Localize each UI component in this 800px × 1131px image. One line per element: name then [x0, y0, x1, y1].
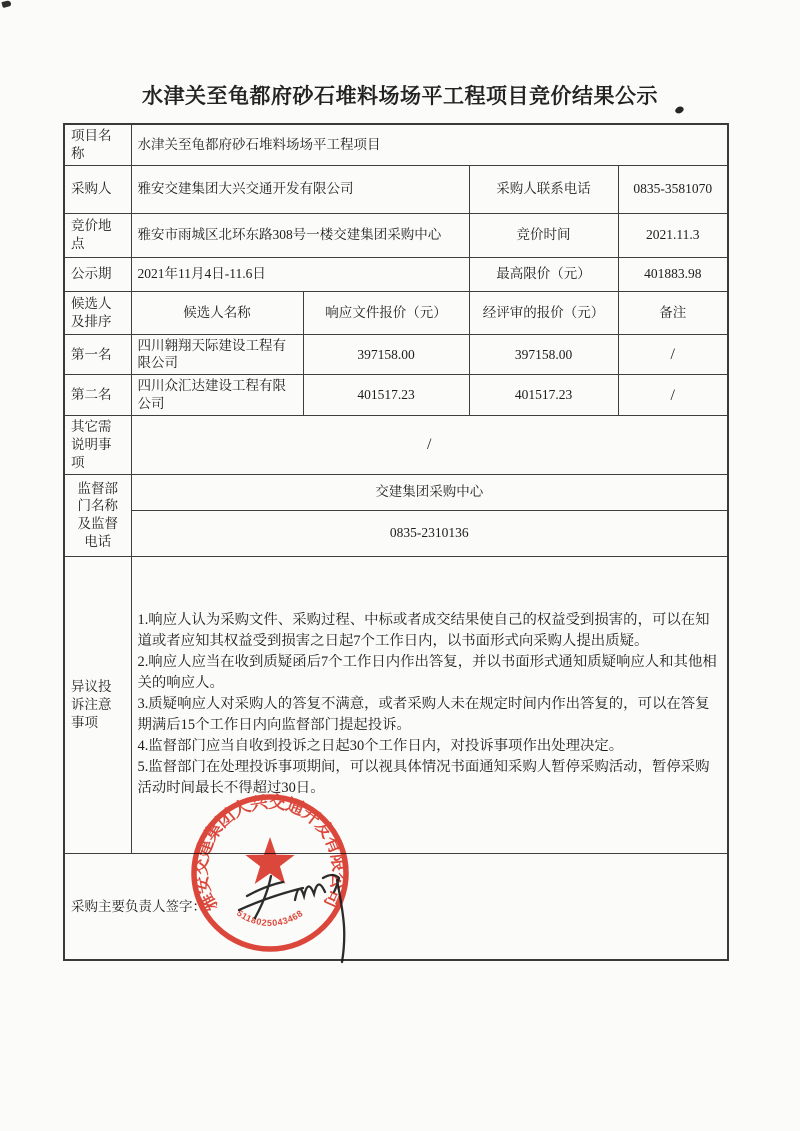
publicity-label: 公示期 [64, 257, 131, 291]
objection-item: 2.响应人应当在收到质疑函后7个工作日内作出答复，并以书面形式通知质疑响应人和其他相关的响应人。 [137, 654, 717, 692]
purchaser-label: 采购人 [64, 165, 131, 213]
note-header: 备注 [618, 291, 728, 334]
rank-header: 候选人及排序 [64, 291, 131, 334]
candidate-rank: 第二名 [64, 375, 131, 416]
candidate-note: / [618, 334, 728, 375]
bid-time-label: 竞价时间 [469, 213, 618, 257]
row-purchaser [64, 165, 728, 213]
candidate-rank: 第一名 [64, 334, 131, 375]
supervision-phone: 0835-2310136 [131, 510, 728, 556]
row-signature [64, 853, 728, 960]
candidate-review: 397158.00 [469, 334, 618, 375]
candidate-name: 四川众汇达建设工程有限公司 [131, 375, 303, 416]
objection-item: 3.质疑响应人对采购人的答复不满意，或者采购人未在规定时间内作出答复的，可以在答复期满后15个工作日内向监督部门提起投诉。 [137, 696, 710, 734]
row-venue [64, 213, 728, 257]
publicity-value: 2021年11月4日-11.6日 [131, 257, 469, 291]
scan-speck [1, 0, 11, 8]
supervision-department: 交建集团采购中心 [131, 474, 728, 510]
max-price-value: 401883.98 [618, 257, 728, 291]
signature-label: 采购主要负责人签字： [71, 898, 206, 914]
purchaser-value: 雅安交建集团大兴交通开发有限公司 [131, 165, 469, 213]
bid-header: 响应文件报价（元） [303, 291, 469, 334]
objection-item: 5.监督部门在处理投诉事项期间，可以视具体情况书面通知采购人暂停采购活动，暂停采购活动时间最长不得超过30日。 [137, 759, 710, 797]
row-other-notes [64, 416, 728, 474]
signature-cell [64, 853, 728, 960]
purchaser-phone-label: 采购人联系电话 [469, 165, 618, 213]
row-publicity [64, 257, 728, 291]
candidate-note: / [618, 375, 728, 416]
supervision-label: 监督部门名称及监督电话 [64, 474, 131, 556]
page-title: 水津关至龟都府砂石堆料场场平工程项目竞价结果公示 [142, 85, 658, 108]
row-candidate-headers [64, 291, 728, 334]
seal-company-text: 雅安交建集团大兴交通开发有限公司 [190, 791, 350, 915]
name-header: 候选人名称 [131, 291, 303, 334]
max-price-label: 最高限价（元） [469, 257, 618, 291]
venue-label: 竞价地点 [64, 213, 131, 257]
row-objection [64, 556, 728, 853]
objection-label: 异议投诉注意事项 [64, 556, 131, 853]
handwritten-signature [225, 866, 360, 966]
venue-value: 雅安市雨城区北环东路308号一楼交建集团采购中心 [131, 213, 469, 257]
candidate-review: 401517.23 [469, 375, 618, 416]
purchaser-phone-value: 0835-3581070 [618, 165, 728, 213]
candidate-bid: 397158.00 [303, 334, 469, 375]
project-name-value: 水津关至龟都府砂石堆料场场平工程项目 [131, 124, 728, 165]
project-name-label: 项目名称 [64, 124, 131, 165]
other-notes-label: 其它需说明事项 [64, 416, 131, 474]
candidate-row [64, 375, 728, 416]
candidate-row [64, 334, 728, 375]
row-supervision-phone [64, 510, 728, 556]
objection-item: 4.监督部门应当自收到投诉之日起30个工作日内，对投诉事项作出处理决定。 [137, 738, 624, 755]
row-project [64, 124, 728, 165]
bid-result-table [63, 123, 729, 961]
row-supervision-dept [64, 474, 728, 510]
candidate-bid: 401517.23 [303, 375, 469, 416]
review-header: 经评审的报价（元） [469, 291, 618, 334]
seal-serial-number: 5118025043468 [234, 907, 305, 929]
bid-time-value: 2021.11.3 [618, 213, 728, 257]
other-notes-value: / [131, 416, 728, 474]
candidate-name: 四川翱翔天际建设工程有限公司 [131, 334, 303, 375]
objection-item: 1.响应人认为采购文件、采购过程、中标或者成交结果使自己的权益受到损害的，可以在知道或者应知其权益受到损害之日起7个工作日内，以书面形式向采购人提出质疑。 [137, 612, 710, 650]
